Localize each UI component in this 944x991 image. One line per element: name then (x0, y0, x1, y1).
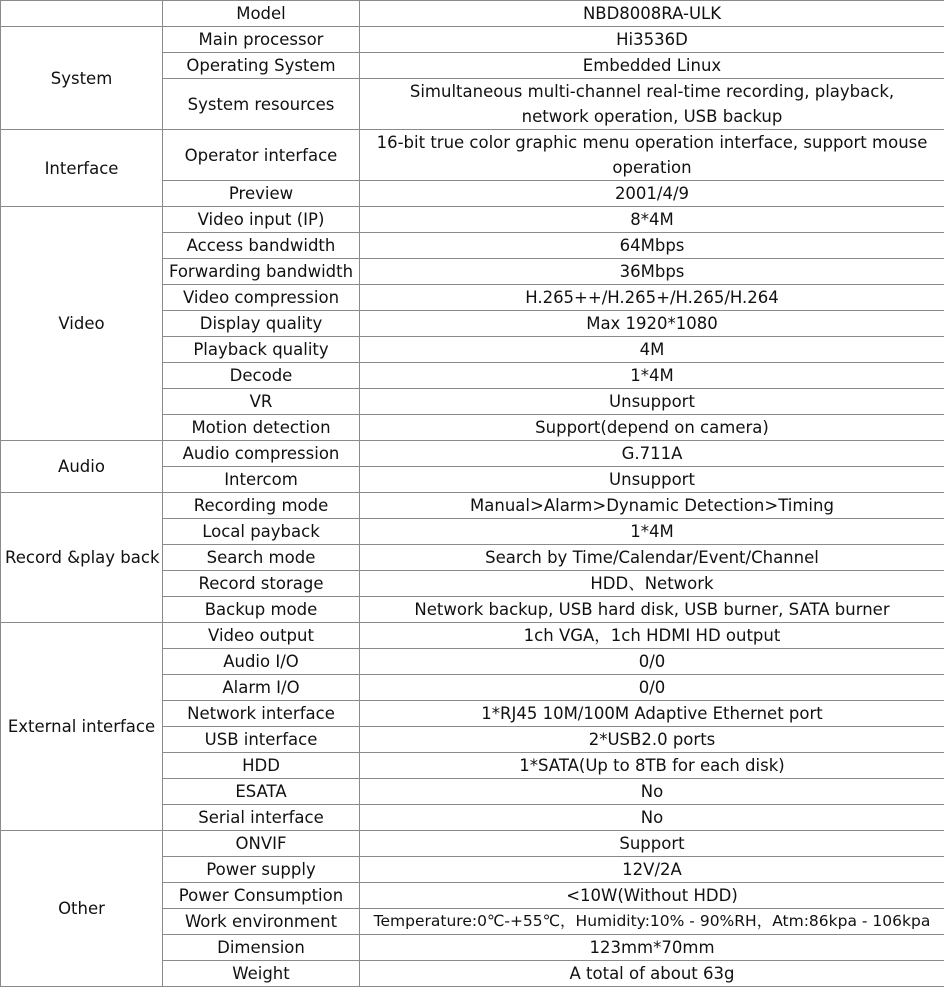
row-value: A total of about 63g (360, 961, 944, 987)
row-label: Power Consumption (163, 883, 360, 909)
row-value: 1*4M (360, 519, 944, 545)
table-row (1, 831, 944, 857)
row-label: USB interface (163, 727, 360, 753)
row-label: Intercom (163, 467, 360, 493)
group-label: External interface (1, 623, 163, 831)
row-value: HDD、Network (360, 571, 944, 597)
row-value: 0/0 (360, 675, 944, 701)
row-label: Forwarding bandwidth (163, 259, 360, 285)
row-value: 8*4M (360, 207, 944, 233)
row-label: Preview (163, 181, 360, 207)
row-label: Main processor (163, 27, 360, 53)
row-value: NBD8008RA-ULK (360, 1, 944, 27)
group-cell (1, 1, 163, 27)
row-label: Playback quality (163, 337, 360, 363)
row-label: Work environment (163, 909, 360, 935)
table-row (1, 623, 944, 649)
row-label: ONVIF (163, 831, 360, 857)
row-value: Support(depend on camera) (360, 415, 944, 441)
row-label: Weight (163, 961, 360, 987)
row-label: Video output (163, 623, 360, 649)
row-label: Record storage (163, 571, 360, 597)
row-value: Simultaneous multi-channel real-time recording, playback, network operation, USB backup (360, 79, 944, 130)
row-label: HDD (163, 753, 360, 779)
row-value: Hi3536D (360, 27, 944, 53)
row-label: Dimension (163, 935, 360, 961)
row-value: 1*RJ45 10M/100M Adaptive Ethernet port (360, 701, 944, 727)
table-row (1, 493, 944, 519)
row-label: Recording mode (163, 493, 360, 519)
row-value: 64Mbps (360, 233, 944, 259)
table-row (1, 27, 944, 53)
row-value: Search by Time/Calendar/Event/Channel (360, 545, 944, 571)
row-value: 16-bit true color graphic menu operation interface, support mouse operation (360, 130, 944, 181)
group-label: Record &play back (1, 493, 163, 623)
row-value: 1*4M (360, 363, 944, 389)
row-value: 12V/2A (360, 857, 944, 883)
row-label: Alarm I/O (163, 675, 360, 701)
row-label: VR (163, 389, 360, 415)
row-value: Unsupport (360, 389, 944, 415)
row-value: Embedded Linux (360, 53, 944, 79)
row-value: Unsupport (360, 467, 944, 493)
row-value: Support (360, 831, 944, 857)
row-value: <10W(Without HDD) (360, 883, 944, 909)
row-label: Video compression (163, 285, 360, 311)
table-row (1, 441, 944, 467)
row-label: ESATA (163, 779, 360, 805)
row-value: Max 1920*1080 (360, 311, 944, 337)
row-label: Operating System (163, 53, 360, 79)
row-value: 1ch VGA，1ch HDMI HD output (360, 623, 944, 649)
row-label: Motion detection (163, 415, 360, 441)
row-label: Decode (163, 363, 360, 389)
row-label: Access bandwidth (163, 233, 360, 259)
row-label: Network interface (163, 701, 360, 727)
table-row (1, 1, 944, 27)
row-label: Audio I/O (163, 649, 360, 675)
row-value: No (360, 779, 944, 805)
row-value: Network backup, USB hard disk, USB burner, SATA burner (360, 597, 944, 623)
row-value: 1*SATA(Up to 8TB for each disk) (360, 753, 944, 779)
row-value: G.711A (360, 441, 944, 467)
row-label: Audio compression (163, 441, 360, 467)
group-label: Audio (1, 441, 163, 493)
row-label: Local payback (163, 519, 360, 545)
group-label: Interface (1, 130, 163, 207)
row-label: Search mode (163, 545, 360, 571)
row-value: 123mm*70mm (360, 935, 944, 961)
group-label: Video (1, 207, 163, 441)
table-row (1, 207, 944, 233)
row-value: 0/0 (360, 649, 944, 675)
group-label: System (1, 27, 163, 130)
row-label: Backup mode (163, 597, 360, 623)
row-label: Display quality (163, 311, 360, 337)
row-value: 4M (360, 337, 944, 363)
row-value: 36Mbps (360, 259, 944, 285)
row-value: No (360, 805, 944, 831)
row-label: Model (163, 1, 360, 27)
row-value: Manual>Alarm>Dynamic Detection>Timing (360, 493, 944, 519)
row-label: Power supply (163, 857, 360, 883)
row-value: Temperature:0℃-+55℃，Humidity:10% - 90%RH，Atm:86kpa - 106kpa (360, 909, 944, 935)
row-value: 2001/4/9 (360, 181, 944, 207)
row-value: H.265++/H.265+/H.265/H.264 (360, 285, 944, 311)
table-row (1, 130, 944, 181)
group-label: Other (1, 831, 163, 987)
row-label: System resources (163, 79, 360, 130)
row-label: Video input (IP) (163, 207, 360, 233)
row-label: Operator interface (163, 130, 360, 181)
row-value: 2*USB2.0 ports (360, 727, 944, 753)
row-label: Serial interface (163, 805, 360, 831)
